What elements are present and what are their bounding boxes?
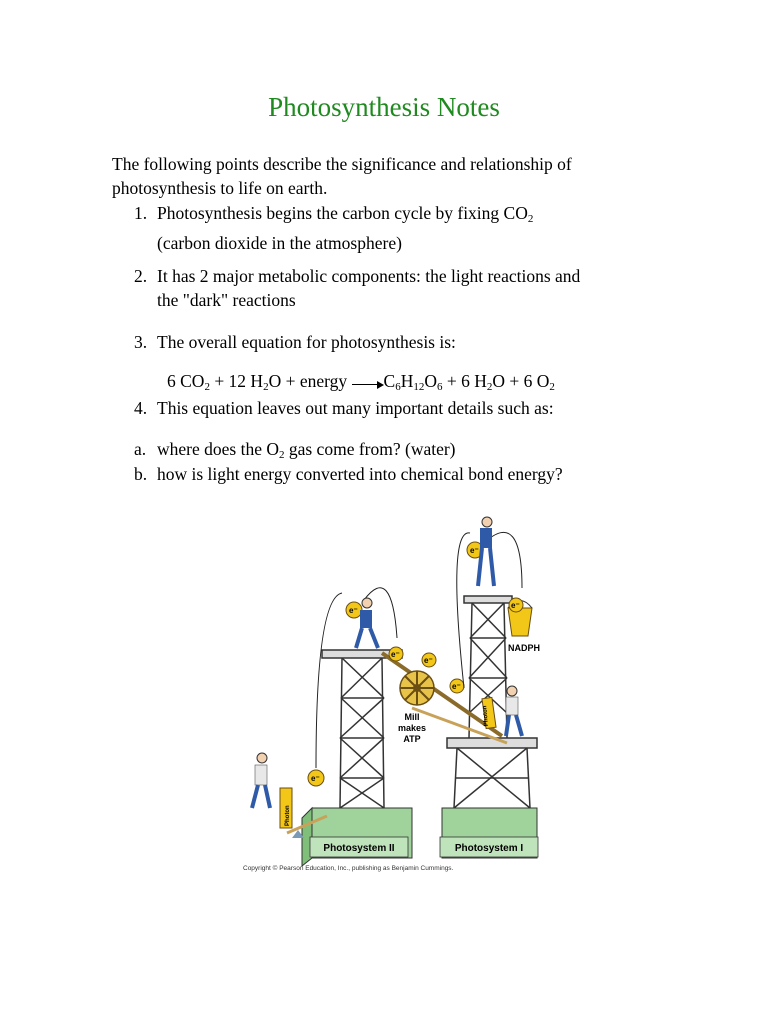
point-number: 2. [134,266,148,286]
mill-label-line1: Mill [404,712,420,722]
mill-label-line3: ATP [403,734,421,744]
mill-wheel-icon [400,671,434,705]
copyright-notice: Copyright © Pearson Education, Inc., publishing as Benjamin Cummings. [243,865,454,872]
point-number: 4. [134,398,148,418]
electron-label: e⁻ [391,650,400,659]
point-text: The overall equation for photosynthesis is: [157,332,456,352]
electron-label: e⁻ [470,546,479,555]
page-title: Photosynthesis Notes [268,92,500,122]
electron-label: e⁻ [452,682,461,691]
subpoint-text: how is light energy converted into chemical bond energy? [157,464,563,484]
worker-figure-right [482,686,522,736]
point-text: This equation leaves out many important details such as: [157,398,554,418]
subpoint-letter: a. [134,439,147,459]
photosynthesis-equation: 6 $CO_2 + 12$ $H_2O$ + energy $C_6H_{12}O_6 + 6$ $H_2O + 6$ $O_2$ [167,371,555,393]
tower-left [322,650,402,808]
electron-label: e⁻ [311,774,320,783]
photosystem-1-label: Photosystem I [454,843,524,854]
electron-label: e⁻ [349,606,358,615]
photon-label: Photon [482,705,490,727]
worker-figure-top [478,517,494,586]
point-text-cont: (carbon dioxide in the atmosphere) [157,233,402,253]
electron-label: e⁻ [511,601,520,610]
subpoint-letter: b. [134,464,148,484]
photosystem-2-label: Photosystem II [323,843,395,854]
photosystem-illustration [232,508,562,878]
point-number: 1. [134,203,148,223]
point-text-cont: the "dark" reactions [157,290,296,310]
electron-label: e⁻ [424,656,433,665]
intro-paragraph: The following points describe the significance and relationship of photosynthesis to life on earth. [112,154,572,198]
photon-label: Photon [285,805,291,826]
photosystem-1-base [440,808,538,858]
mill-label-line2: makes [397,723,427,733]
point-number: 3. [134,332,148,352]
photosystem-2-base [302,808,412,866]
right-arrow-icon [352,378,384,388]
nadph-label: NADPH [508,643,541,653]
point-text: It has 2 major metabolic components: the light reactions and [157,266,581,286]
subscript: 2 [527,213,534,225]
point-text: Photosynthesis begins the carbon cycle by fixing CO [157,203,528,223]
